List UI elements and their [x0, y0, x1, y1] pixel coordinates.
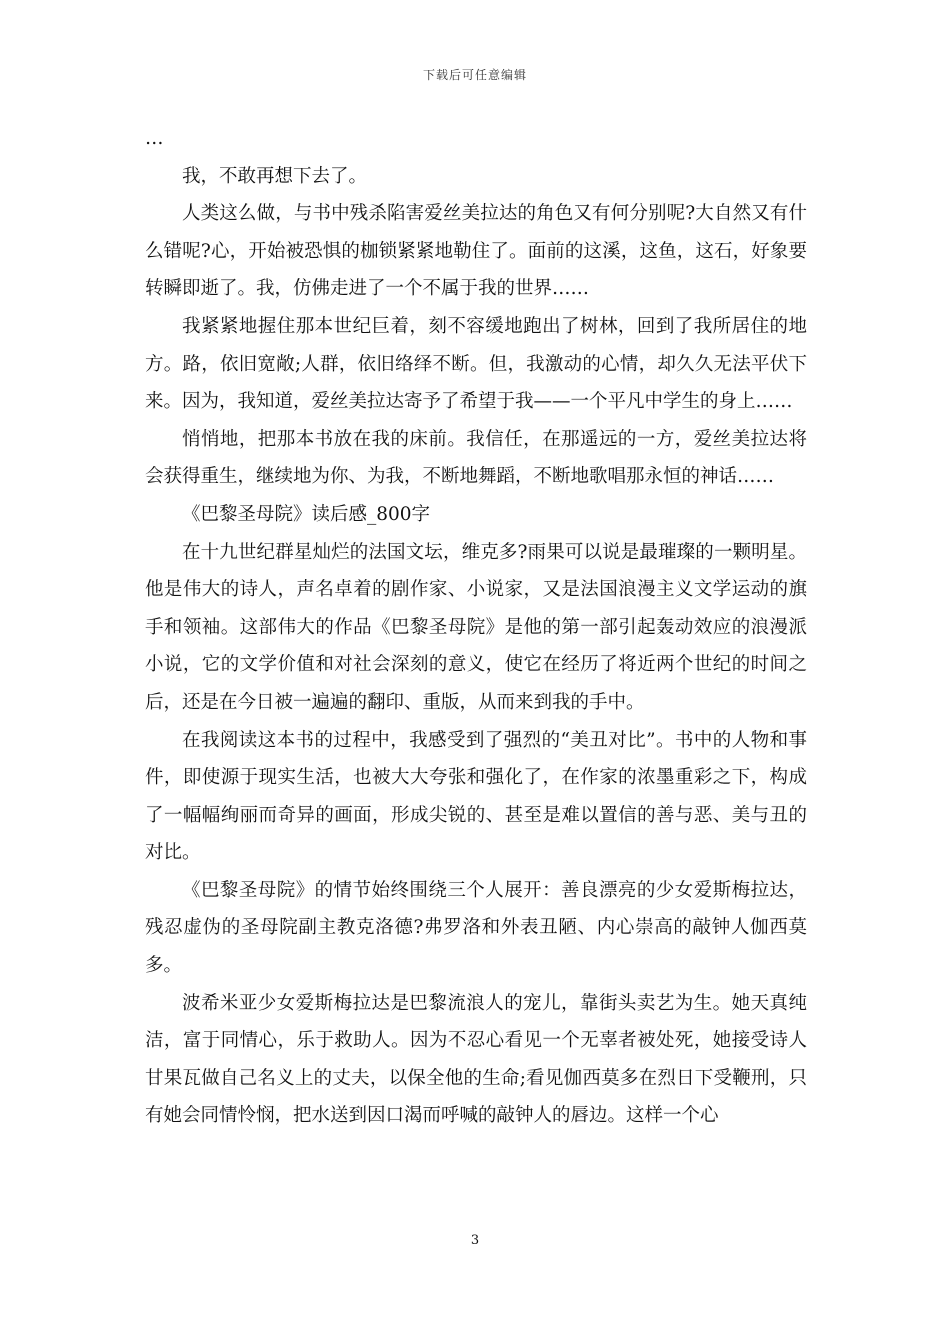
paragraph-2: 人类这么做，与书中残杀陷害爱丝美拉达的角色又有何分别呢?大自然又有什么错呢?心，开始被恐惧的枷锁紧紧地勒住了。面前的这溪，这鱼，这石，好象要转瞬即逝了。我，仿佛走进了一个不属于我的世界…… — [145, 203, 807, 300]
paragraph-4: 悄悄地，把那本书放在我的床前。我信任，在那遥远的一方，爱丝美拉达将会获得重生，继续地为你、为我，不断地舞蹈，不断地歌唱那永恒的神话…… — [145, 428, 807, 488]
section-title: 《巴黎圣母院》读后感_800字 — [182, 503, 431, 525]
page-header: 下载后可任意编辑 — [422, 68, 527, 82]
page-number: 3 — [470, 1233, 480, 1248]
paragraph-6: 在我阅读这本书的过程中，我感受到了强烈的“美丑对比”。书中的人物和事件，即使源于现实生活，也被大大夸张和强化了，在作家的浓墨重彩之下，构成了一幅幅绚丽而奇异的画面，形成尖锐的、甚至是难以置信的善与恶、美与丑的对比。 — [145, 729, 807, 864]
paragraph-5: 在十九世纪群星灿烂的法国文坛，维克多?雨果可以说是最璀璨的一颗明星。他是伟大的诗人，声名卓着的剧作家、小说家，又是法国浪漫主义文学运动的旗手和领袖。这部伟大的作品《巴黎圣母院》是他的第一部引起轰动效应的浪漫派小说，它的文学价值和对社会深刻的意义，使它在经历了将近两个世纪的时间之后，还是在今日被一遍遍的翻印、重版，从而来到我的手中。 — [145, 541, 807, 713]
document-body — [145, 120, 807, 1135]
paragraph-7: 《巴黎圣母院》的情节始终围绕三个人展开：善良漂亮的少女爱斯梅拉达，残忍虚伪的圣母院副主教克洛德?弗罗洛和外表丑陋、内心崇高的敲钟人伽西莫多。 — [145, 879, 807, 977]
paragraph-continuation: … — [145, 128, 164, 149]
paragraph-8: 波希米亚少女爱斯梅拉达是巴黎流浪人的宠儿，靠街头卖艺为生。她天真纯洁，富于同情心，乐于救助人。因为不忍心看见一个无辜者被处死，她接受诗人甘果瓦做自己名义上的丈夫，以保全他的生命;看见伽西莫多在烈日下受鞭刑，只有她会同情怜悯，把水送到因口渴而呼喊的敲钟人的唇边。这样一个心 — [145, 992, 807, 1127]
paragraph-3: 我紧紧地握住那本世纪巨着，刻不容缓地跑出了树林，回到了我所居住的地方。路，依旧宽敞;人群，依旧络绎不断。但，我激动的心情，却久久无法平伏下来。因为，我知道，爱丝美拉达寄予了希望于我——一个平凡中学生的身上…… — [145, 315, 807, 413]
paragraph-1: 我，不敢再想下去了。 — [182, 165, 368, 187]
